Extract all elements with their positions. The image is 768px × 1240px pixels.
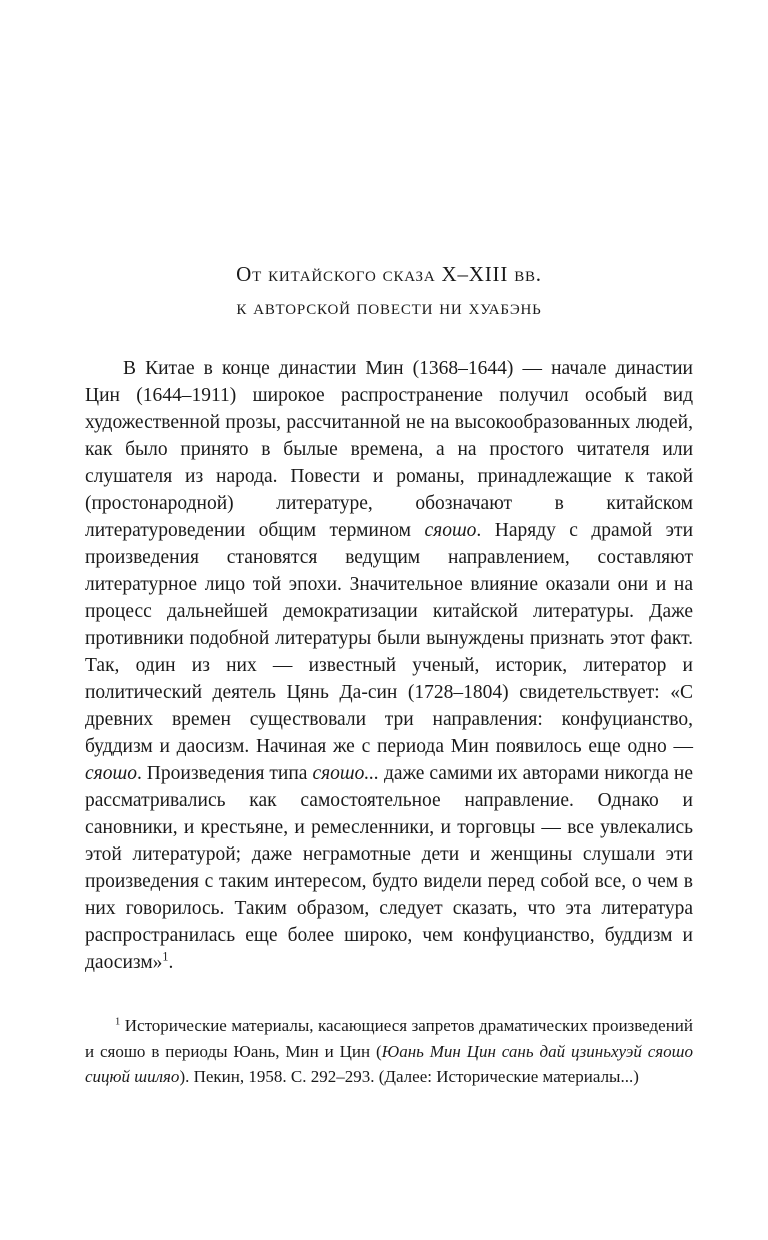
body-paragraph: В Китае в конце династии Мин (1368–1644) — начале династии Цин (1644–1911) широкое распространение получил особый вид художественной прозы, рассчитанной не на высокообразованных людей, как было принято в былые времена, а на простого читателя или слушателя из народа. Повести и романы, принадлежащие к такой (простонародной) литературе, обозначают в китайском литературоведении общим термином сяошо. Наряду с драмой эти произведения становятся ведущим направлением, составляют литературное лицо той эпохи. Значительное влияние оказали они и на процесс дальнейшей демократизации китайской литературы. Даже противники подобной литературы были вынуждены признать этот факт. Так, один из них — известный ученый, историк, литератор и политический деятель Цянь Да-син (1728–1804) свидетельствует: «С древних времен существовали три направления: конфуцианство, буддизм и даосизм. Начиная же с периода Мин появилось еще одно — сяошо. Произведения типа сяошо... даже самими их авторами никогда не рассматривались как самостоятельное направление. Однако и сановники, и крестьяне, и ремесленники, и торговцы — все увлекались этой литературой; даже неграмотные дети и женщины слушали эти произведения с таким интересом, будто видели перед собой все, о чем в них говорилось. Таким образом, следует сказать, что эта литература распространилась еще более широко, чем конфуцианство, буддизм и даосизм»$^1$. bbox=[85, 358, 693, 973]
chapter-heading-line2: к авторской повести ни хуабэнь bbox=[236, 295, 542, 319]
footnote: $^1$ Исторические материалы, касающиеся запретов драматических произведений и сяошо в периоды Юань, Мин и Цин (Юань Мин Цин сань дай цзиньхуэй сяошо сицюй шиляо). Пекин, 1958. С. 292–293. (Далее: Исторические материалы...) bbox=[85, 1016, 693, 1086]
text-block bbox=[85, 258, 693, 1107]
chapter-heading-line1: От китайского сказа X–XIII вв. bbox=[236, 262, 542, 286]
chapter-heading bbox=[85, 258, 693, 324]
